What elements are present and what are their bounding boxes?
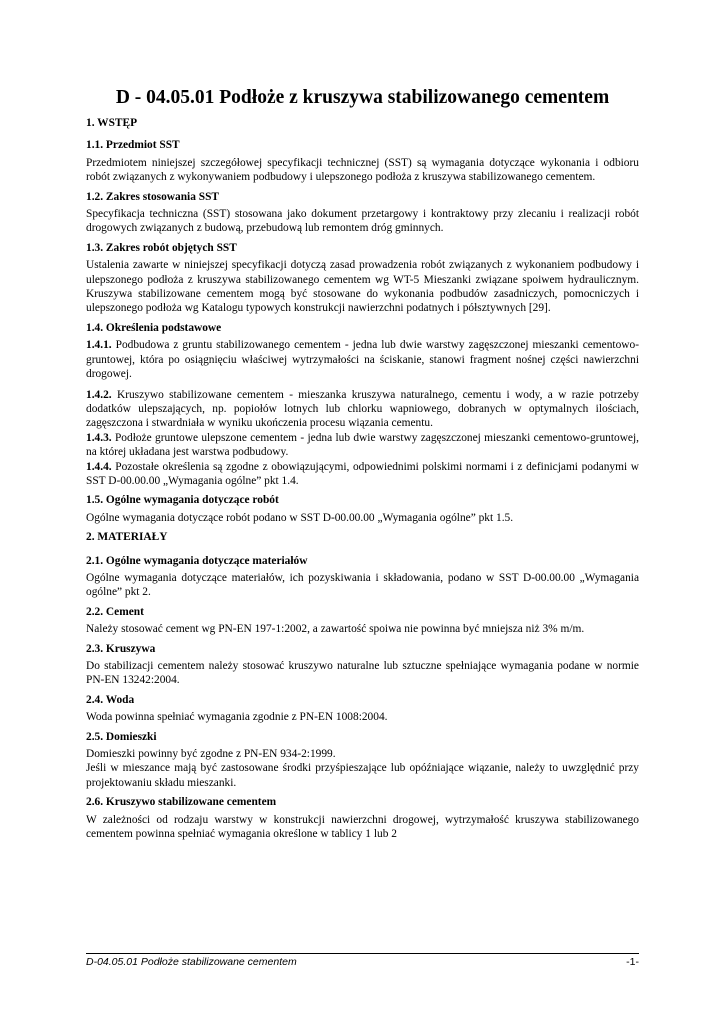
section-2-5-text-1: Domieszki powinny być zgodne z PN-EN 934-2:1999. — [86, 748, 336, 761]
definition-1-4-3 — [86, 431, 639, 460]
footer-divider — [86, 953, 639, 954]
section-2-3-heading: 2.3. Kruszywa — [86, 642, 156, 655]
document-title: D - 04.05.01 Podłoże z kruszywa stabilizowanego cementem — [115, 87, 610, 108]
section-1-2-text: Specyfikacja techniczna (SST) stosowana jako dokument przetargowy i kontraktowy przy zlecaniu i realizacji robót drogowych związanych z budową, przebudową lub remontem dróg gminnych. — [86, 208, 639, 235]
footer-document-name: D-04.05.01 Podłoże stabilizowane cementem — [86, 956, 297, 968]
section-1-5-text: Ogólne wymagania dotyczące robót podano w SST D-00.00.00 „Wymagania ogólne” pkt 1.5. — [86, 511, 514, 524]
definition-1-4-2 — [86, 388, 639, 431]
section-2-3-text: Do stabilizacji cementem należy stosować kruszywo naturalne lub sztuczne spełniające wymagania podane w normie PN-EN 13242:2004. — [86, 660, 639, 687]
section-1-1-text: Przedmiotem niniejszej szczegółowej specyfikacji technicznej (SST) są wymagania dotyczące wykonania i odbioru robót związanych z wykonywaniem podbudowy i ulepszonego podłoża z kruszywa stabilizowanego cementem. — [86, 156, 639, 184]
section-2-2-text: Należy stosować cement wg PN-EN 197-1:2002, a zawartość spoiwa nie powinna być mniejsza niż 3% m/m. — [86, 623, 585, 636]
section-2-4-text: Woda powinna spełniać wymagania zgodnie z PN-EN 1008:2004. — [86, 711, 388, 724]
section-1-heading: 1. WSTĘP — [86, 117, 138, 129]
section-2-5-heading: 2.5. Domieszki — [86, 730, 157, 743]
section-1-5-heading: 1.5. Ogólne wymagania dotyczące robót — [86, 494, 279, 507]
section-2-heading: 2. MATERIAŁY — [86, 531, 168, 544]
section-2-2-heading: 2.2. Cement — [86, 605, 144, 618]
section-2-1-heading: 2.1. Ogólne wymagania dotyczące materiałów — [86, 554, 308, 567]
document-body — [86, 116, 639, 846]
definition-number: 1.4.1. — [86, 339, 112, 352]
definition-number: 1.4.3. — [86, 431, 112, 444]
definition-text: Kruszywo stabilizowane cementem - mieszanka kruszywa naturalnego, cementu i wody, a w razie potrzeby dodatków ulepszających, np. popiołów lotnych lub chlorku wapniowego, dobranych w optymalnych ilościach, zagęszczona i stwardniała w wyniku ukończenia procesu wiązania cementu. — [86, 388, 639, 430]
section-1-4-heading: 1.4. Określenia podstawowe — [86, 321, 222, 334]
section-2-1-text: Ogólne wymagania dotyczące materiałów, ich pozyskiwania i składowania, podano w SST D-00.00.00 „Wymagania ogólne” pkt 2. — [86, 571, 639, 599]
definition-1-4-4 — [86, 460, 639, 489]
definition-1-4-1 — [86, 338, 639, 381]
definition-text: Podbudowa z gruntu stabilizowanego cementem - jedna lub dwie warstwy zagęszczonej mieszanki cementowo-gruntowej, która po osiągnięciu właściwej wytrzymałości na ściskanie, stanowi fragment nośnej części nawierzchni drogowej. — [86, 339, 639, 381]
footer-page-number: -1- — [626, 956, 639, 968]
section-2-6-heading: 2.6. Kruszywo stabilizowane cementem — [86, 796, 277, 809]
section-2-5-text-2: Jeśli w mieszance mają być zastosowane środki przyśpieszające lub opóźniające wiązanie, należy to uwzględnić przy projektowaniu składu mieszanki. — [86, 762, 639, 789]
definition-number: 1.4.4. — [86, 460, 112, 473]
section-1-2-heading: 1.2. Zakres stosowania SST — [86, 190, 220, 203]
definition-text: Pozostałe określenia są zgodne z obowiązującymi, odpowiednimi polskimi normami i z definicjami podanymi w SST D-00.00.00 „Wymagania ogólne” pkt 1.4. — [86, 460, 639, 487]
section-1-1-heading: 1.1. Przedmiot SST — [86, 139, 180, 152]
section-2-4-heading: 2.4. Woda — [86, 693, 135, 706]
section-1-3-text: Ustalenia zawarte w niniejszej specyfikacji dotyczą zasad prowadzenia robót związanych z wykonaniem podbudowy i ulepszonego podłoża z kruszywa stabilizowanego cementem wg WT-5 Mieszanki związane spoiwem hydraulicznym. Kruszywa stabilizowane cementem mogą być stosowane do wykonania podbudów zasadniczych, pomocniczych i ulepszonego podłoża wg Katalogu typowych konstrukcji nawierzchni podatnych i półsztywnych [29]. — [86, 259, 639, 315]
definition-number: 1.4.2. — [86, 388, 112, 401]
definition-text: Podłoże gruntowe ulepszone cementem - jedna lub dwie warstwy zagęszczonej mieszanki cementowo-gruntowej, na której układana jest warstwa podbudowy. — [86, 431, 639, 459]
section-2-6-text: W zależności od rodzaju warstwy w konstrukcji nawierzchni drogowej, wytrzymałość kruszywa stabilizowanego cementem powinna spełniać wymagania określone w tablicy 1 lub 2 — [86, 813, 639, 841]
section-1-3-heading: 1.3. Zakres robót objętych SST — [86, 241, 237, 254]
